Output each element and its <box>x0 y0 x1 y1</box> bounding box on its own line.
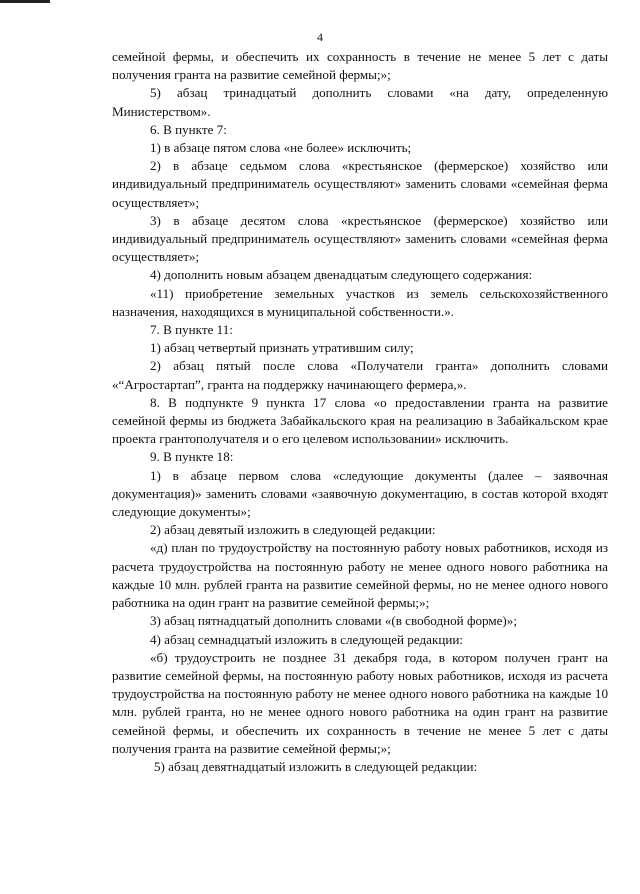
paragraph-item: 3) абзац пятнадцатый дополнить словами «(в свободной форме)»; <box>150 613 517 629</box>
paragraph-quote: «б) трудоустроить не позднее 31 декабря года, в котором получен грант на развитие семейной фермы, на постоянную работу новых работников, исходя из расчета трудоустройства на постоянную работу не менее одного нового работника на каждые 10 млн. рублей гранта, но не менее одного нового работника на один грант на развитие семейной фермы, и обеспечить их сохранность в течение не менее 5 лет с даты получения гранта на развитие семейной фермы;»; <box>112 649 608 756</box>
paragraph-item: 1) в абзаце первом слова «следующие документы (далее – заявочная документация)» заменить словами «заявочную документацию, в состав которой входят следующие документы»; <box>112 467 608 520</box>
paragraph-item: 2) в абзаце седьмом слова «крестьянское (фермерское) хозяйство или индивидуальный предприниматель осуществляют» заменить словами «семейная ферма осуществляет»; <box>112 158 608 210</box>
document-body <box>112 48 608 776</box>
paragraph-section-heading: 6. В пункте 7: <box>150 121 227 137</box>
paragraph-item: 4) дополнить новым абзацем двенадцатым следующего содержания: <box>150 267 533 283</box>
paragraph-item: 4) абзац семнадцатый изложить в следующей редакции: <box>150 631 463 647</box>
paragraph-section-heading: 8. В подпункте 9 пункта 17 слова «о предоставлении гранта на развитие семейной фермы из бюджета Забайкальского края на реализацию в Забайкальском крае проекта грантополучателя и о его целевом использовании» исключить. <box>112 394 608 447</box>
page-number: 4 <box>317 30 323 44</box>
paragraph-quote: «11) приобретение земельных участков из земель сельскохозяйственного назначения, находящихся в муниципальной собственности.». <box>112 285 608 319</box>
paragraph-item: 2) абзац девятый изложить в следующей редакции: <box>150 522 436 538</box>
scan-edge-mark <box>0 0 50 3</box>
paragraph-quote: «д) план по трудоустройству на постоянную работу новых работников, исходя из расчета трудоустройства на постоянную работу не менее одного нового работника на каждые 10 млн. рублей гранта на развитие семейной фермы, но не менее одного нового работника на один грант на развитие семейной фермы;»; <box>112 540 608 611</box>
paragraph-section-heading: 7. В пункте 11: <box>150 322 233 338</box>
paragraph-continuation: семейной фермы, и обеспечить их сохранность в течение не менее 5 лет с даты получения гранта на развитие семейной фермы;»; <box>112 49 608 83</box>
paragraph-item: 2) абзац пятый после слова «Получатели гранта» дополнить словами «“Агростартап”, гранта на поддержку начинающего фермера,». <box>112 358 608 392</box>
paragraph-section-heading: 9. В пункте 18: <box>150 449 234 465</box>
paragraph-item: 5) абзац девятнадцатый изложить в следующей редакции: <box>154 758 478 774</box>
paragraph-item: 5) абзац тринадцатый дополнить словами «на дату, определенную Министерством». <box>112 85 608 119</box>
paragraph-item: 1) абзац четвертый признать утратившим силу; <box>150 340 414 356</box>
paragraph-item: 1) в абзаце пятом слова «не более» исключить; <box>150 140 412 156</box>
paragraph-item: 3) в абзаце десятом слова «крестьянское (фермерское) хозяйство или индивидуальный предприниматель осуществляют» заменить словами «семейная ферма осуществляет»; <box>112 212 608 265</box>
